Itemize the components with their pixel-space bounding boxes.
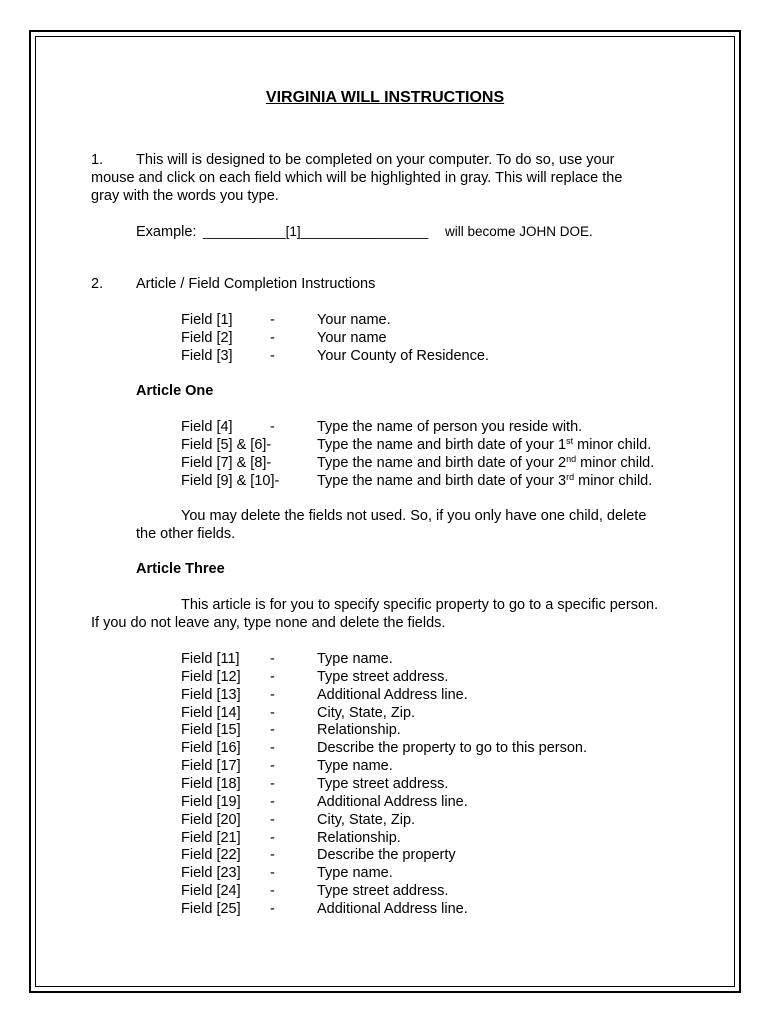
article-three-heading: Article Three [136,561,225,577]
field-description: Type name. [317,865,393,882]
section-2-number: 2. [91,276,104,292]
field-label: Field [16] [181,740,241,757]
article-three-intro-line-2: If you do not leave any, type none and delete the fields. [91,615,446,631]
field-label: Field [2] [181,330,233,346]
field-description: Describe the property [317,847,456,864]
example-result: will become JOHN DOE. [445,224,593,239]
ordinal-suffix: rd [566,472,575,482]
field-description: Type name. [317,758,393,775]
field-label: Field [3] [181,348,233,364]
section-1-line-3: gray with the words you type. [91,188,279,204]
field-label: Field [11] [181,651,240,667]
field-label: Field [4] [181,419,233,435]
field-label: Field [23] [181,865,241,882]
field-description: Your name [317,330,387,346]
field-dash: - [270,330,275,346]
section-1-number: 1. [91,152,104,168]
field-dash: - [270,740,275,757]
field-description: Your name. [317,312,391,328]
field-description-text: Type the name and birth date of your 1 [317,437,567,453]
article-three-intro-line-1: This article is for you to specify specific property to go to a specific person. [181,597,659,613]
field-description-text: minor child. [576,455,655,471]
field-description-text: minor child. [574,473,653,489]
field-description [317,436,651,454]
field-label: Field [12] [181,668,241,685]
field-dash: - [270,668,275,685]
field-dash: - [270,883,275,900]
field-dash: - [270,722,275,739]
field-description-text: Type the name and birth date of your 3 [317,473,567,489]
ordinal-suffix: st [566,436,574,446]
field-dash: - [270,900,275,917]
field-label: Field [20] [181,811,241,828]
field-description: Type street address. [317,883,449,900]
field-label: Field [25] [181,900,241,917]
field-dash: - [270,419,275,435]
field-description: Describe the property to go to this person. [317,740,588,757]
ordinal-suffix: nd [566,454,577,464]
field-description-text: minor child. [573,437,652,453]
example-label: Example: [136,224,197,240]
field-label: Field [17] [181,758,241,775]
field-dash: - [270,758,275,775]
field-label: Field [14] [181,704,241,721]
field-dash: - [270,829,275,846]
field-description: Additional Address line. [317,793,468,810]
field-label: Field [19] [181,793,241,810]
field-description-text: Type the name and birth date of your 2 [317,455,567,471]
field-dash: - [270,651,275,667]
field-description: Relationship. [317,829,401,846]
field-description: Type street address. [317,668,449,685]
field-description [317,454,654,472]
field-dash: - [270,865,275,882]
field-label: Field [5] & [6]- [181,437,272,453]
field-description [317,472,652,490]
field-label: Field [22] [181,847,241,864]
document-title: VIRGINIA WILL INSTRUCTIONS [265,89,505,106]
field-label: Field [1] [181,312,233,328]
field-description: Type name. [317,651,393,667]
field-label: Field [15] [181,722,241,739]
article-one-heading: Article One [136,383,214,399]
field-label: Field [7] & [8]- [181,455,272,471]
article-one-note-line-2: the other fields. [136,526,236,542]
field-label: Field [13] [181,686,241,703]
section-2-heading: Article / Field Completion Instructions [136,276,376,292]
field-description: Type the name of person you reside with. [317,419,583,435]
field-dash: - [270,686,275,703]
field-description: Type street address. [317,775,449,792]
section-1-line-2: mouse and click on each field which will be highlighted in gray. This will replace the [91,170,623,186]
field-dash: - [270,775,275,792]
example-blank-field: ___________[1]_________________ [203,224,429,239]
section-1-line-1: This will is designed to be completed on your computer. To do so, use your [136,152,615,168]
field-dash: - [270,348,275,364]
field-dash: - [270,793,275,810]
field-dash: - [270,847,275,864]
field-description: Relationship. [317,722,401,739]
field-label: Field [9] & [10]- [181,473,280,489]
field-dash: - [270,312,275,328]
field-description: Additional Address line. [317,900,468,917]
field-description: Additional Address line. [317,686,468,703]
field-description: City, State, Zip. [317,704,416,721]
field-label: Field [18] [181,775,241,792]
article-one-note-line-1: You may delete the fields not used. So, if you only have one child, delete [181,508,647,524]
field-label: Field [24] [181,883,241,900]
field-dash: - [270,704,275,721]
field-dash: - [270,811,275,828]
field-label: Field [21] [181,829,241,846]
field-description: City, State, Zip. [317,811,416,828]
field-description: Your County of Residence. [317,348,489,364]
